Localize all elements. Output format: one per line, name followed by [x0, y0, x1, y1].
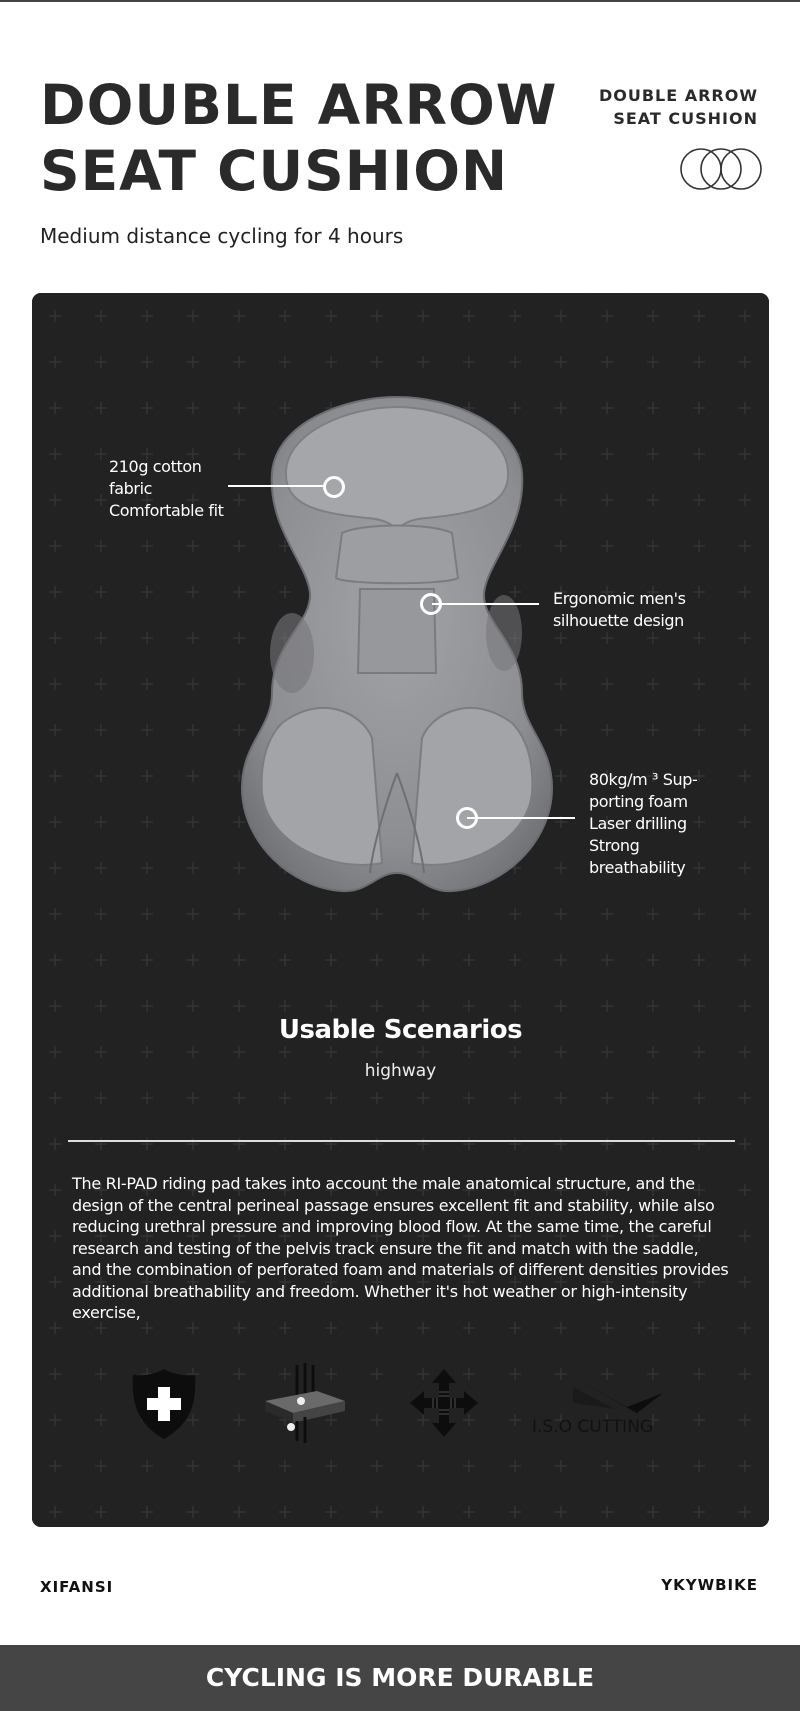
subtitle: Medium distance cycling for 4 hours [40, 224, 404, 248]
foam-callout-line-1: 80kg/m ³ Sup- [589, 770, 698, 789]
silhouette-callout-text [553, 588, 686, 632]
page-title-line2: SEAT CUSHION [40, 139, 509, 203]
product-card [32, 293, 769, 1527]
scenarios-value: highway [364, 1061, 437, 1081]
scenarios-title: Usable Scenarios [278, 1015, 523, 1045]
iso-cutting-icon [567, 1373, 667, 1417]
corner-title-line2: SEAT CUSHION [613, 109, 758, 128]
foam-callout-line-3: Laser drilling [589, 814, 687, 833]
brand-left: XIFANSI [40, 1578, 114, 1596]
footer-banner [0, 1645, 800, 1711]
foam-callout-line-2: porting foam [589, 792, 688, 811]
foam-callout-text [589, 769, 697, 879]
foam-callout-line [467, 817, 575, 819]
foam-callout-dot [456, 807, 478, 829]
product-description: The RI-PAD riding pad takes into account the male anatomical structure, and the design of the central perineal passage ensures excellent fit and stability, while also reducing urethral pressure and improving blood flow. At the same time, the careful research and testing of the pelvis track ensure the fit and match with the saddle, and the combination of perforated foam and materials of different densities provides additional breathability and freedom. Whether it's hot weather or high-intensity exercise, [72, 1174, 729, 1322]
fabric-callout-dot [323, 476, 345, 498]
foam-callout-line-5: breathability [589, 858, 686, 877]
fabric-callout-line [228, 485, 325, 487]
silhouette-callout-line [432, 603, 539, 605]
three-rings-icon [678, 146, 764, 192]
corner-title-line1: DOUBLE ARROW [598, 86, 758, 105]
fabric-callout-line-3: Comfortable fit [109, 501, 224, 520]
four-arrows-icon [408, 1367, 480, 1439]
shield-cross-icon [129, 1367, 199, 1441]
brand-right: YKYWBIKE [661, 1576, 758, 1594]
corner-title [599, 84, 758, 130]
silhouette-callout-line-2: silhouette design [553, 611, 684, 630]
fabric-callout-line-2: fabric [109, 479, 153, 498]
section-divider [68, 1140, 735, 1142]
footer-slogan: CYCLING IS MORE DURABLE [205, 1663, 595, 1692]
foam-callout-line-4: Strong [589, 836, 640, 855]
iso-cutting-label: I.S.O CUTTING [532, 1417, 654, 1437]
page-title [40, 72, 557, 204]
top-rule [0, 0, 800, 2]
fabric-callout-text [109, 456, 224, 522]
page-title-line1: DOUBLE ARROW [40, 73, 558, 137]
silhouette-callout-dot [420, 593, 442, 615]
silhouette-callout-line-1: Ergonomic men's [553, 589, 686, 608]
breathable-layers-icon [257, 1361, 353, 1445]
fabric-callout-line-1: 210g cotton [109, 457, 202, 476]
